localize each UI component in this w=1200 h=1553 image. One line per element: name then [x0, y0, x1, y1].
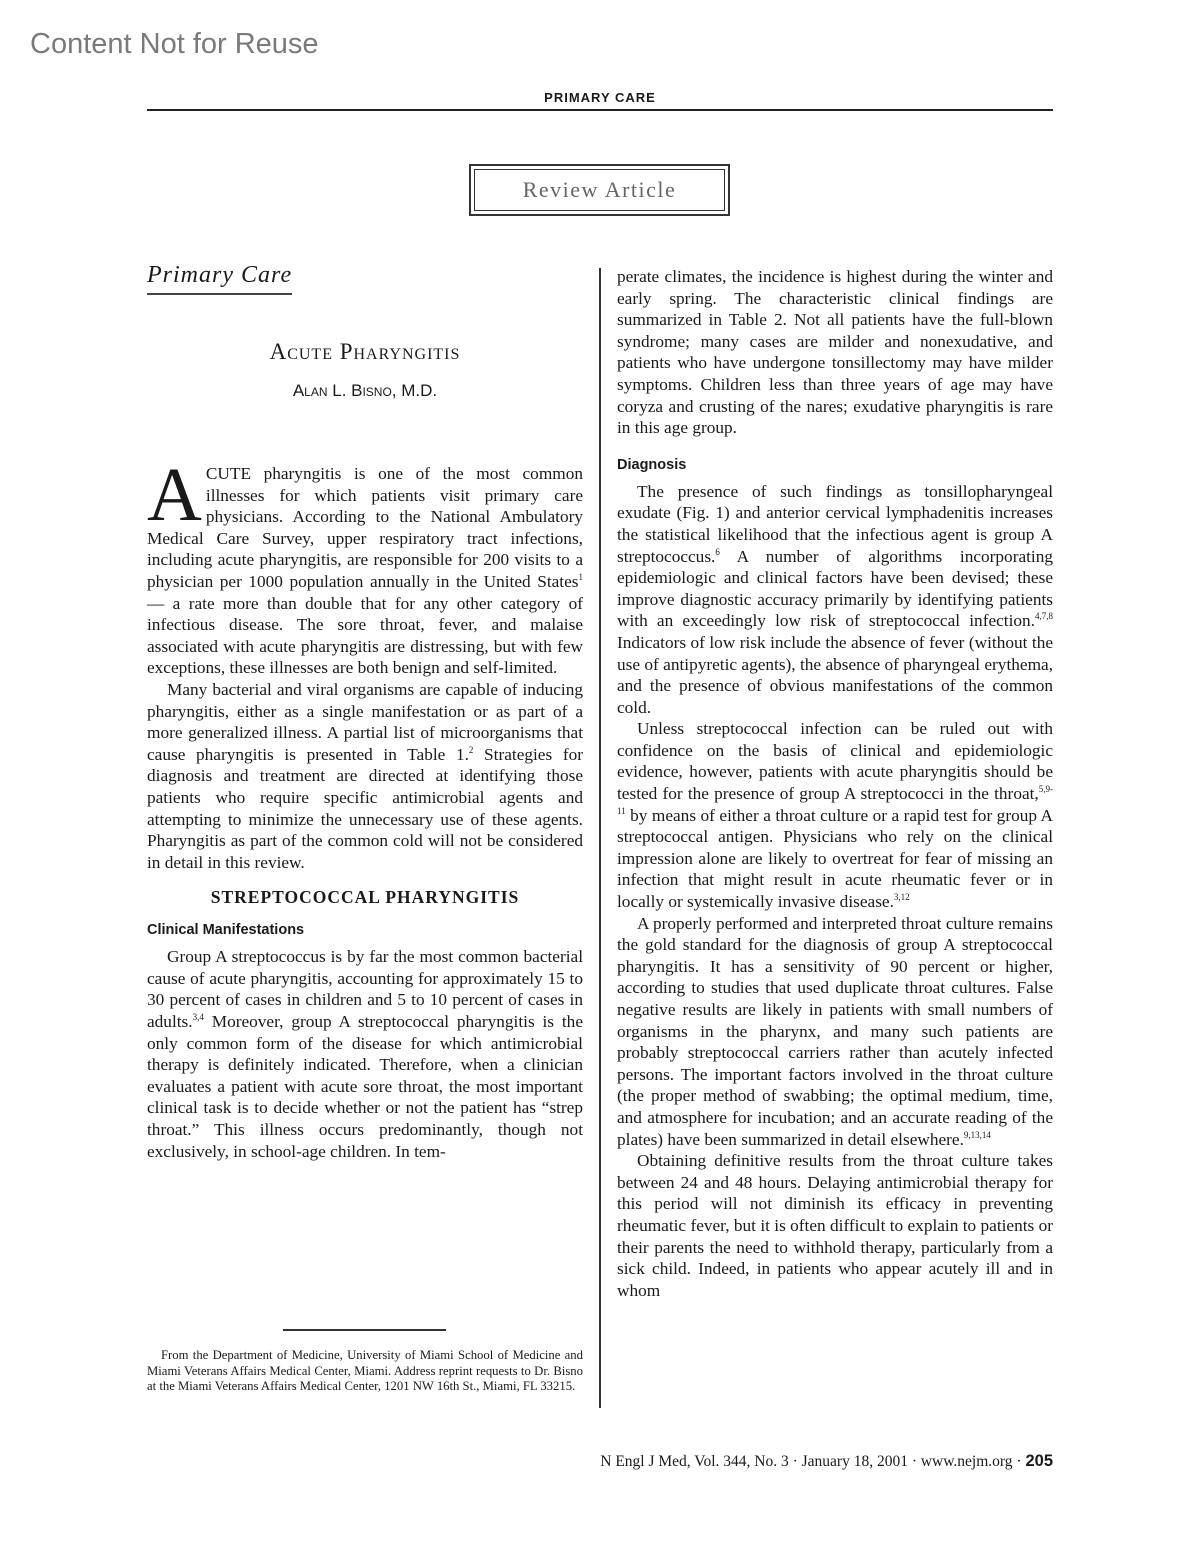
- paragraph: The presence of such findings as tonsillopharyngeal exudate (Fig. 1) and anterior cervical lymphadenitis increases the statistical likelihood that the infectious agent is group A streptococcus.$^6$ A number of algorithms incorporating epidemiologic and clinical factors have been devised; these improve diagnostic accuracy primarily by identifying patients with an exceedingly low risk of streptococcal infection.$^{4,7,8}$ Indicators of low risk include the absence of fever (without the use of antipyretic agents), the absence of pharyngeal erythema, and the presence of obvious manifestations of the common cold.: [617, 481, 1053, 717]
- citation-ref: 1: [578, 572, 583, 583]
- article-type-box: [469, 164, 730, 216]
- paragraph: ACUTE pharyngitis is one of the most common illnesses for which patients visit primary care physicians. According to the National Ambulatory Medical Care Survey, upper respiratory tract infections, including acute pharyngitis, are responsible for 200 visits to a physician per 1000 population annually in the United States$^1$ — a rate more than double that for any other category of infectious disease. The sore throat, fever, and malaise associated with acute pharyngitis are distressing, but with few exceptions, these illnesses are both benign and self-limited.: [147, 453, 583, 678]
- running-head: PRIMARY CARE: [544, 90, 656, 105]
- author-affiliation-footnote: From the Department of Medicine, University of Miami School of Medicine and Miami Veterans Affairs Medical Center, Miami. Address reprint requests to Dr. Bisno at the Miami Veterans Affairs Medical Center, 1201 NW 16th St., Miami, FL 33215.: [147, 1348, 583, 1393]
- article-title: Acute Pharyngitis: [269, 339, 461, 364]
- paragraph: Group A streptococcus is by far the most common bacterial cause of acute pharyngitis, accounting for approximately 15 to 30 percent of cases in children and 5 to 10 percent of cases in adults.$^{3,4}$ Moreover, group A streptococcal pharyngitis is the only common form of the disease for which antimicrobial therapy is definitely indicated. Therefore, when a clinician evaluates a patient with acute sore throat, the most important clinical task is to decide whether or not the patient has “strep throat.” This illness occurs predominantly, though not exclusively, in school-age children. In tem-: [147, 947, 583, 1161]
- paragraph: Many bacterial and viral organisms are capable of inducing pharyngitis, either as a single manifestation or as part of a more generalized illness. A partial list of microorganisms that cause pharyngitis is presented in Table 1.$^2$ Strategies for diagnosis and treatment are directed at identifying those patients who require specific antimicrobial agents and attempting to minimize the unnecessary use of these agents. Pharyngitis as part of the common cold will not be considered in detail in this review.: [147, 679, 583, 872]
- subsection-heading: Clinical Manifestations: [147, 922, 305, 939]
- page-footer: [600, 1452, 1053, 1471]
- citation-ref: 9,13,14: [963, 1129, 991, 1140]
- header-rule: [147, 109, 1053, 111]
- journal-citation: N Engl J Med, Vol. 344, No. 3 · January 18, 2001 · www.nejm.org ·: [600, 1453, 1022, 1470]
- author-byline: Alan L. Bisno, M.D.: [292, 381, 438, 400]
- paragraph: Unless streptococcal infection can be ruled out with confidence on the basis of clinical and epidemiologic evidence, however, patients with acute pharyngitis should be tested for the presence of group A streptococci in the throat,$^{5,9-11}$ by means of either a throat culture or a rapid test for group A streptococcal antigen. Physicians who rely on the clinical impression alone are likely to overtreat for fear of missing an infection that might result in acute rheumatic fever or in locally or systemically invasive disease.$^{3,12}$: [617, 719, 1053, 912]
- citation-ref: 3,12: [893, 892, 910, 903]
- right-column: [617, 266, 1053, 1301]
- left-column: [147, 262, 583, 1162]
- drop-cap: A: [147, 453, 202, 537]
- citation-ref: 4,7,8: [1035, 611, 1053, 622]
- citation-ref: 2: [468, 744, 474, 755]
- series-title: Primary Care: [147, 262, 292, 295]
- paragraph: A properly performed and interpreted throat culture remains the gold standard for the diagnosis of group A streptococcal pharyngitis. It has a sensitivity of 90 percent or higher, according to studies that used duplicate throat cultures. False negative results are likely in patients with small numbers of organisms in the pharynx, and many such patients are probably streptococcal carriers rather than acutely infected persons. The important factors involved in the throat culture (the proper method of swabbing; the optimal medium, time, and atmosphere for incubation; and an accurate reading of the plates) have been summarized in detail elsewhere.$^{9,13,14}$: [617, 913, 1053, 1149]
- column-divider: [599, 268, 601, 1408]
- subsection-heading: Diagnosis: [617, 456, 687, 473]
- citation-ref: 6: [715, 546, 720, 557]
- footnote-rule: [283, 1329, 446, 1331]
- section-heading: STREPTOCOCCAL PHARYNGITIS: [210, 887, 520, 908]
- article-type-label: Review Article: [474, 169, 725, 211]
- page-number: 205: [1025, 1452, 1053, 1470]
- citation-ref: 3,4: [192, 1012, 204, 1023]
- paragraph: Obtaining definitive results from the throat culture takes between 24 and 48 hours. Delaying antimicrobial therapy for this period will not diminish its efficacy in preventing rheumatic fever, but it is often difficult to explain to patients or their parents the need to withhold therapy, particularly from a sick child. Indeed, in patients who appear acutely ill and in whom: [617, 1151, 1053, 1300]
- paragraph: perate climates, the incidence is highest during the winter and early spring. The characteristic clinical findings are summarized in Table 2. Not all patients have the full-blown syndrome; many cases are milder and nonexudative, and patients who have undergone tonsillectomy may have milder symptoms. Children less than three years of age may have coryza and crusting of the nares; exudative pharyngitis is rare in this age group.: [617, 267, 1053, 438]
- watermark: Content Not for Reuse: [30, 28, 319, 60]
- citation-ref: 5,9-11: [617, 784, 1053, 816]
